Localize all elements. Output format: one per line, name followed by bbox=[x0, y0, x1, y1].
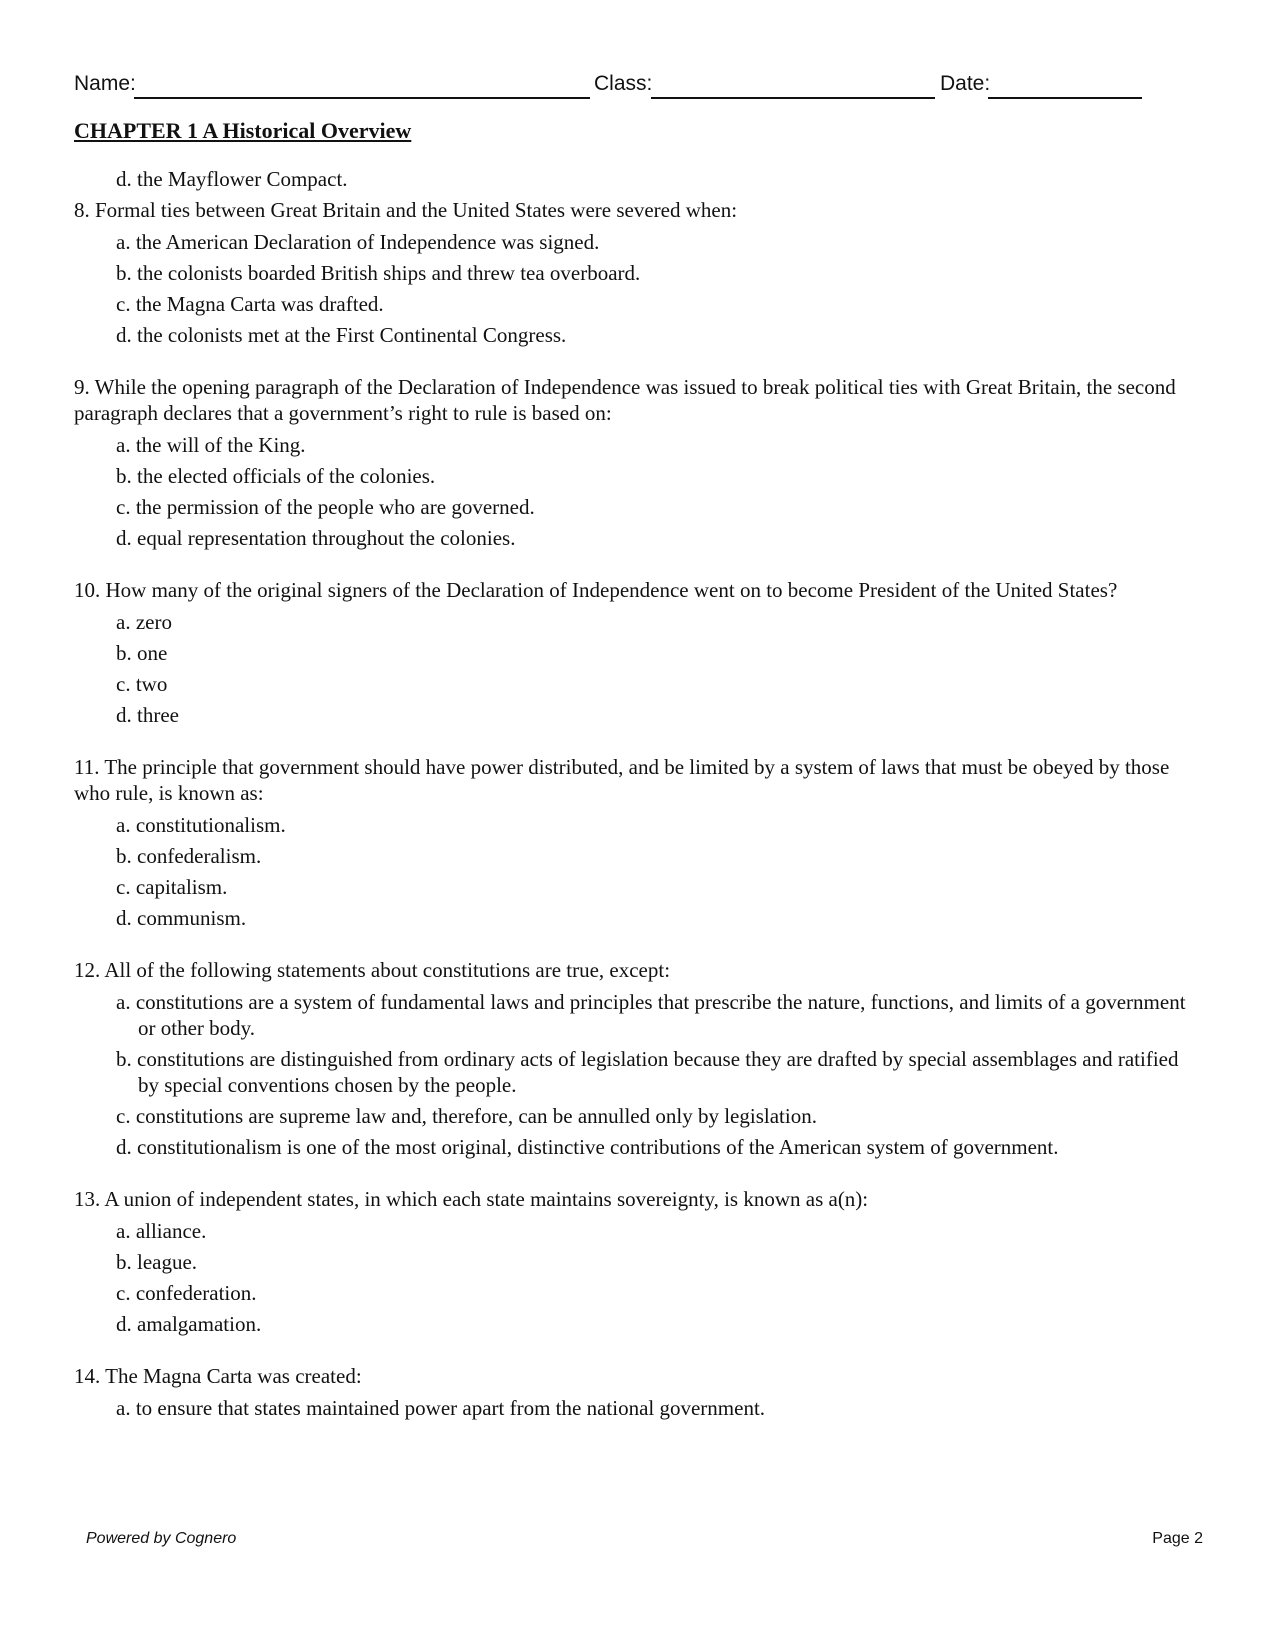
answer-option: c. capitalism. bbox=[116, 875, 228, 899]
question-block bbox=[74, 374, 1204, 551]
answer-options bbox=[74, 1218, 1204, 1337]
answer-option: d. the colonists met at the First Continental Congress. bbox=[116, 323, 567, 347]
answer-option: c. constitutions are supreme law and, therefore, can be annulled only by legislation. bbox=[116, 1104, 817, 1128]
answer-option: b. the colonists boarded British ships and threw tea overboard. bbox=[116, 261, 641, 285]
question-block bbox=[74, 957, 1204, 1160]
class-label: Class: bbox=[594, 72, 653, 95]
question-stem: 13. A union of independent states, in which each state maintains sovereignty, is known as a(n): bbox=[74, 1187, 869, 1211]
answer-option: c. the Magna Carta was drafted. bbox=[116, 292, 384, 316]
answer-option: a. constitutionalism. bbox=[116, 813, 286, 837]
date-label: Date: bbox=[940, 72, 991, 95]
answer-option: b. confederalism. bbox=[116, 844, 262, 868]
answer-options bbox=[74, 1395, 1204, 1421]
answer-option: a. the will of the King. bbox=[116, 433, 306, 457]
answer-option: c. confederation. bbox=[116, 1281, 257, 1305]
answer-option: a. constitutions are a system of fundamental laws and principles that prescribe the nature, functions, and limits of a government or other body. bbox=[116, 990, 1186, 1040]
question-stem: 8. Formal ties between Great Britain and the United States were severed when: bbox=[74, 198, 738, 222]
question-block bbox=[74, 1186, 1204, 1337]
question-stem: 9. While the opening paragraph of the Declaration of Independence was issued to break political ties with Great Britain, the second paragraph declares that a government’s right to rule is based on: bbox=[74, 375, 1176, 425]
name-label: Name: bbox=[74, 72, 136, 95]
answer-option: a. alliance. bbox=[116, 1219, 207, 1243]
question-block bbox=[74, 754, 1204, 931]
continued-options bbox=[74, 166, 1204, 192]
answer-option: b. league. bbox=[116, 1250, 198, 1274]
question-stem: 12. All of the following statements about constitutions are true, except: bbox=[74, 958, 671, 982]
answer-option: c. two bbox=[116, 672, 168, 696]
class-blank-line bbox=[651, 97, 935, 99]
question-block bbox=[74, 197, 1204, 348]
answer-option: d. the Mayflower Compact. bbox=[116, 167, 348, 191]
answer-option: d. equal representation throughout the colonies. bbox=[116, 526, 516, 550]
date-blank-line bbox=[988, 97, 1142, 99]
questions-container bbox=[74, 197, 1204, 1421]
answer-option: d. three bbox=[116, 703, 179, 727]
question-stem: 14. The Magna Carta was created: bbox=[74, 1364, 362, 1388]
powered-by-footer: Powered by Cognero bbox=[86, 1530, 237, 1547]
student-info-header bbox=[74, 72, 1198, 102]
answer-option: c. the permission of the people who are governed. bbox=[116, 495, 535, 519]
answer-option: d. constitutionalism is one of the most original, distinctive contributions of the American system of government. bbox=[116, 1135, 1059, 1159]
answer-option: a. zero bbox=[116, 610, 172, 634]
answer-option: b. the elected officials of the colonies. bbox=[116, 464, 436, 488]
question-block bbox=[74, 577, 1204, 728]
answer-options bbox=[74, 229, 1204, 348]
question-stem: 11. The principle that government should have power distributed, and be limited by a system of laws that must be obeyed by those who rule, is known as: bbox=[74, 755, 1170, 805]
page-number: Page 2 bbox=[1152, 1530, 1203, 1547]
answer-option: a. to ensure that states maintained power apart from the national government. bbox=[116, 1396, 766, 1420]
answer-option: d. amalgamation. bbox=[116, 1312, 262, 1336]
answer-options bbox=[74, 432, 1204, 551]
answer-option: b. one bbox=[116, 641, 168, 665]
answer-options bbox=[74, 609, 1204, 728]
chapter-title: CHAPTER 1 A Historical Overview bbox=[74, 118, 412, 143]
question-list bbox=[74, 166, 1204, 1447]
answer-options bbox=[74, 989, 1204, 1160]
answer-option: a. the American Declaration of Independence was signed. bbox=[116, 230, 600, 254]
answer-option: b. constitutions are distinguished from ordinary acts of legislation because they are drafted by special assemblages and ratified by special conventions chosen by the people. bbox=[116, 1047, 1179, 1097]
answer-option: d. communism. bbox=[116, 906, 247, 930]
question-stem: 10. How many of the original signers of the Declaration of Independence went on to become President of the United States? bbox=[74, 578, 1118, 602]
question-block bbox=[74, 1363, 1204, 1421]
name-blank-line bbox=[134, 97, 590, 99]
answer-options bbox=[74, 812, 1204, 931]
